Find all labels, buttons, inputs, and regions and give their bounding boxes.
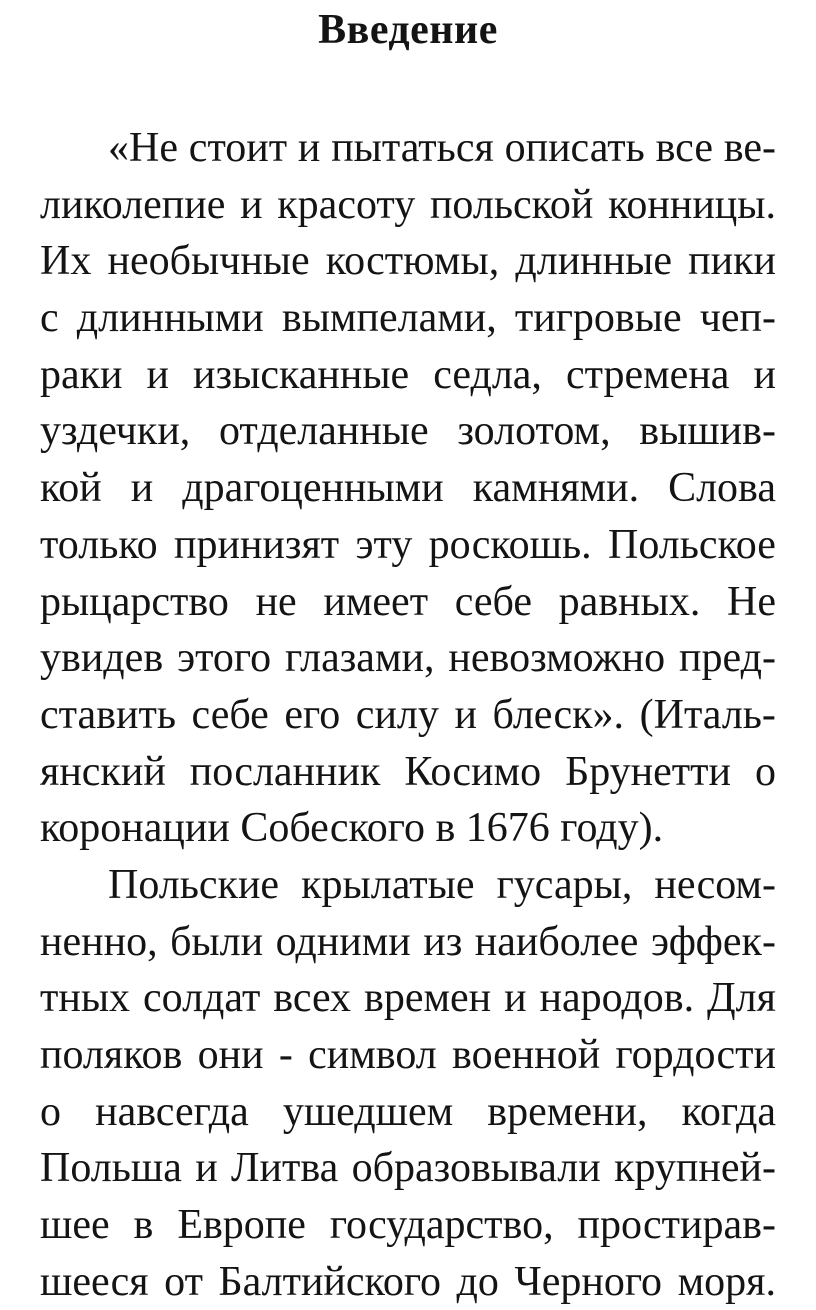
word: Не <box>727 578 776 625</box>
word: и <box>146 351 170 398</box>
word: и <box>504 975 527 1022</box>
word: рыцарство <box>40 578 229 625</box>
word: одними <box>275 918 411 965</box>
word: кой <box>40 465 102 512</box>
text-line <box>40 857 776 914</box>
word: гордости <box>615 1032 776 1078</box>
word: себе <box>454 578 532 625</box>
word: и <box>753 351 776 398</box>
word: принизят <box>173 521 340 568</box>
word: отделанные <box>218 408 429 455</box>
text-line <box>40 630 776 687</box>
word: когда <box>681 1088 776 1135</box>
body-text <box>40 120 776 1310</box>
word: и <box>454 691 477 738</box>
word: этого <box>177 635 272 682</box>
word: эффек- <box>650 918 776 965</box>
word: Их <box>40 238 92 285</box>
word: простирав- <box>577 1202 776 1249</box>
word: символ <box>308 1032 437 1078</box>
word: блеск». <box>492 691 625 738</box>
text-line <box>40 517 776 574</box>
word: увидев <box>40 635 164 682</box>
word: Польские <box>108 861 280 908</box>
word: только <box>40 521 158 568</box>
word: военной <box>452 1032 601 1078</box>
word: году). <box>560 805 664 852</box>
word: стремена <box>565 351 730 398</box>
word: имеет <box>323 578 429 625</box>
word: невозможно <box>448 635 666 682</box>
word: шее <box>40 1202 110 1249</box>
word: навсегда <box>95 1088 249 1135</box>
word: с <box>40 295 59 342</box>
text-line <box>40 177 776 234</box>
text-line <box>40 460 776 517</box>
word: пики <box>688 238 776 285</box>
word: посланник <box>189 748 381 795</box>
text-line <box>40 290 776 347</box>
word: в <box>435 805 466 852</box>
word: крылатые <box>301 861 475 908</box>
text-line <box>40 347 776 404</box>
word: ставить <box>40 691 176 738</box>
word: все <box>655 125 713 171</box>
word: необычные <box>107 238 310 285</box>
word: золотом, <box>457 408 611 455</box>
word: наиболее <box>474 918 639 965</box>
word: гусары, <box>496 861 633 908</box>
word: шееся <box>40 1258 149 1305</box>
word: и <box>130 465 154 512</box>
word: из <box>423 918 463 965</box>
word: и <box>195 1145 218 1192</box>
word: себе <box>191 691 269 738</box>
word: до <box>456 1258 499 1305</box>
text-line <box>40 1140 776 1197</box>
text-line <box>40 403 776 460</box>
word: несом- <box>654 861 776 908</box>
word: в <box>133 1202 154 1249</box>
word: Польское <box>607 521 776 568</box>
word: Для <box>707 975 776 1022</box>
text-line <box>40 233 776 290</box>
word: Польша <box>40 1145 182 1192</box>
word: равных. <box>558 578 701 625</box>
word: Брунетти <box>565 748 731 795</box>
word: драгоценными <box>182 465 444 512</box>
word: образовывали <box>351 1145 601 1192</box>
word: были <box>170 918 264 965</box>
text-line <box>40 1027 776 1084</box>
word: и <box>240 181 263 228</box>
word: народов. <box>539 975 695 1022</box>
word: Косимо <box>404 748 542 795</box>
text-line <box>40 574 776 631</box>
word: Слова <box>668 465 776 512</box>
word: длинными <box>76 295 264 342</box>
word: - <box>278 1032 293 1078</box>
word: глазами, <box>285 635 435 682</box>
word: пред- <box>679 635 776 682</box>
word: коронации <box>40 805 241 852</box>
text-line <box>40 800 776 857</box>
text-line <box>40 1084 776 1141</box>
word: тигровые <box>514 295 682 342</box>
word: чеп- <box>699 295 776 342</box>
word: пытаться <box>331 125 494 171</box>
word: эту <box>355 521 413 568</box>
word: крупней- <box>614 1145 776 1192</box>
word: от <box>164 1258 203 1305</box>
word: изысканные <box>193 351 410 398</box>
word: солдат <box>142 975 261 1022</box>
word: Европе <box>177 1202 306 1249</box>
word: «Не <box>108 125 178 171</box>
word: и <box>297 125 321 171</box>
word: вымпелами, <box>281 295 497 342</box>
text-line <box>40 914 776 971</box>
chapter-title: Введение <box>318 7 498 53</box>
word: его <box>284 691 341 738</box>
word: силу <box>355 691 439 738</box>
word: о <box>40 1088 61 1135</box>
word: Балтийского <box>218 1258 442 1305</box>
word: времени, <box>487 1088 648 1135</box>
word: 1676 <box>465 805 561 852</box>
word: длинные <box>515 238 672 285</box>
text-line <box>40 744 776 801</box>
word: раки <box>40 351 123 398</box>
word: они <box>197 1032 264 1078</box>
text-line <box>40 120 776 177</box>
word: всех <box>273 975 352 1022</box>
word: Литва <box>231 1145 339 1192</box>
word: моря. <box>677 1258 776 1305</box>
text-line <box>40 687 776 744</box>
word: (Италь- <box>639 691 776 738</box>
word: костюмы, <box>325 238 500 285</box>
word: вышив- <box>639 408 776 455</box>
text-line <box>40 1254 776 1310</box>
word: уздечки, <box>40 408 191 455</box>
word: седла, <box>433 351 542 398</box>
word: о <box>754 748 776 795</box>
word: ненно, <box>40 918 158 965</box>
word: тных <box>40 975 131 1022</box>
word: стоит <box>188 125 288 171</box>
word: государство, <box>329 1202 554 1249</box>
word: описать <box>504 125 645 171</box>
word: красоту <box>277 181 416 228</box>
word: ушедшем <box>282 1088 454 1135</box>
text-line <box>40 1197 776 1254</box>
word: Черного <box>514 1258 663 1305</box>
word: времен <box>363 975 492 1022</box>
word: польской <box>429 181 594 228</box>
word: не <box>255 578 297 625</box>
word: конницы. <box>608 181 776 228</box>
word: роскошь. <box>428 521 592 568</box>
word: Собеского <box>240 805 436 852</box>
word: ликолепие <box>40 181 226 228</box>
text-line <box>40 970 776 1027</box>
word: ве- <box>723 125 776 171</box>
word: поляков <box>40 1032 183 1078</box>
word: камнями. <box>472 465 640 512</box>
word: янский <box>40 748 166 795</box>
